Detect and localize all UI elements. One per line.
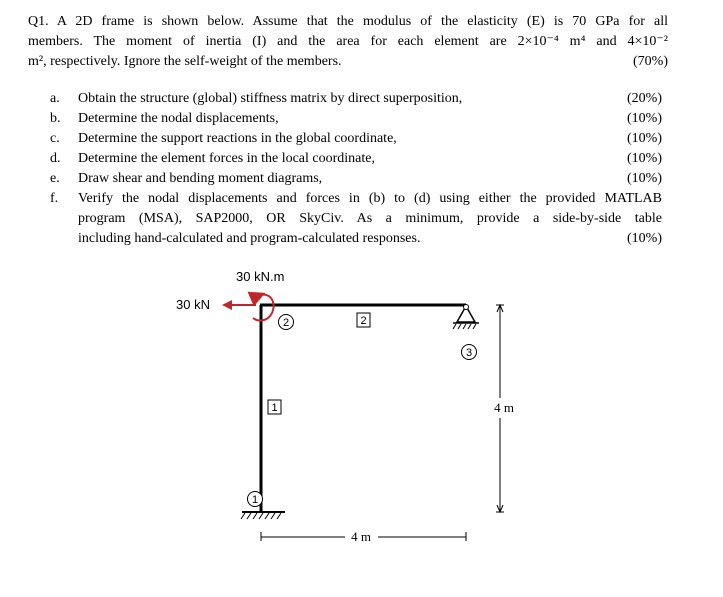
task-text: Determine the support reactions in the global coordinate, (78, 131, 397, 146)
node-2-label: 2 (282, 317, 290, 329)
node-2-marker (279, 315, 294, 330)
task-text: Obtain the structure (global) stiffness matrix by direct superposition, (78, 91, 463, 106)
task-percent: (10%) (627, 231, 662, 246)
height-dim-label: 4 m (494, 400, 514, 415)
node-3-label: 3 (465, 347, 473, 359)
task-percent: (20%) (627, 91, 662, 106)
task-text: Determine the nodal displacements, (78, 111, 279, 126)
moment-label: 30 kN.m (236, 269, 285, 284)
height-dimension (494, 305, 514, 512)
task-label: d. (50, 151, 61, 166)
width-dim-label: 4 m (351, 529, 371, 544)
task-label: a. (50, 91, 60, 106)
task-text: Determine the element forces in the local coordinate, (78, 151, 375, 166)
task-percent: (10%) (627, 151, 662, 166)
task-text-line-1: Verify the nodal displacements and forces in (b) to (d) using either the provided MATLAB (78, 191, 662, 206)
task-label: f. (50, 191, 59, 206)
width-dimension (261, 529, 466, 544)
statement-line-1: Q1. A 2D frame is shown below. Assume that the modulus of the elasticity (E) is 70 GPa for all (28, 14, 668, 29)
task-percent: (10%) (627, 131, 662, 146)
statement-line-2: members. The moment of inertia (I) and the area for each element are 2×10⁻⁴ m⁴ and 4×10⁻² (28, 34, 668, 49)
moment-arrow (253, 295, 274, 321)
task-percent: (10%) (627, 171, 662, 186)
task-label: b. (50, 111, 61, 126)
task-text: Draw shear and bending moment diagrams, (78, 171, 323, 186)
task-label: e. (50, 171, 60, 186)
pin-support (453, 305, 479, 330)
node-1-marker (248, 492, 263, 507)
task-text-line-3: including hand-calculated and program-calculated responses. (78, 231, 421, 246)
element-2-marker (357, 313, 370, 327)
fixed-support (241, 512, 285, 519)
node-3-marker (462, 345, 477, 360)
element-2-label: 2 (360, 315, 367, 327)
force-arrowhead (222, 300, 232, 310)
statement-line-3: m², respectively. Ignore the self-weight of the members. (28, 54, 342, 69)
task-text-line-2: program (MSA), SAP2000, OR SkyCiv. As a minimum, provide a side-by-side table (78, 211, 662, 226)
element-1-marker (268, 400, 281, 414)
task-percent: (10%) (627, 111, 662, 126)
total-percent: (70%) (633, 54, 668, 69)
element-1-label: 1 (271, 402, 278, 414)
force-label: 30 kN (176, 297, 210, 312)
task-label: c. (50, 131, 60, 146)
node-1-label: 1 (251, 494, 259, 506)
